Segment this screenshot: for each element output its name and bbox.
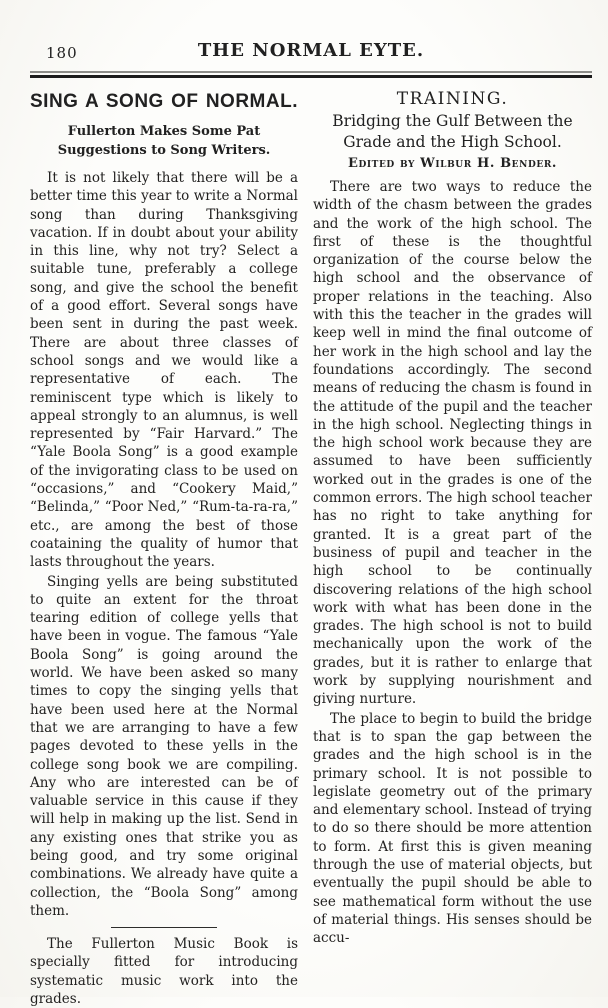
article-headline: SING A SONG OF NORMAL.	[30, 91, 298, 112]
training-byline: Edited by Wilbur H. Bender.	[347, 156, 558, 171]
article-paragraph: It is not likely that there will be a better time this year to write a Normal song than during Thanksgiving vacation. If in doubt about your ability in this line, why not try? Select a suitable tune, preferably a college song, and give the school the benefit of a good effort. Several songs have been sent in during the past week. There are about three classes of school songs and we would like a representative of each. The reminiscent type which is likely to appeal strongly to an alumnus, is well represented by “Fair Harvard.” The “Yale Boola Song” is a good example of the invigorating class to be used on “occasions,” and “Cookery Maid,” “Belinda,” “Poor Ned,” “Rum-ta-ra-ra,” etc., are among the best of those coataining the quality of humor that lasts throughout the years.	[30, 170, 298, 571]
article-paragraph: Singing yells are being substituted to quite an extent for the throat tearing edition of college yells that have been in vogue. The famous “Yale Boola Song” is going around the world. We have been asked so many times to copy the singing yells that have been used here at the Normal that we are arranging to have a few pages devoted to these yells in the college song book we are compiling. Any who are interested can be of valuable service in this cause if they will help in making up the list. Send in any existing ones that strike you as being good, and try some original combinations. We already have quite a collection, the “Boola Song” among them.	[30, 573, 298, 919]
article-paragraph: The place to begin to build the bridge that is to span the gap between the grades and the high school is in the primary school. It is not possible to legislate geometry out of the primary and elementary school. Instead of trying to do so there should be more attention to form. At first this is given meaning through the use of material objects, but eventually the pupil should be able to see mathematical form without the use of material things. His senses should be accu-	[313, 710, 592, 947]
masthead-title: THE NORMAL EYTE.	[197, 40, 425, 61]
header-rule	[30, 71, 592, 78]
article-paragraph: The Fullerton Music Book is specially fitted for introducing systematic music work into the grades.	[30, 936, 298, 1008]
article-subtitle: Fullerton Makes Some Pat Suggestions to Song Writers.	[57, 124, 271, 158]
training-headline: TRAINING.	[396, 89, 509, 109]
article-training	[313, 87, 592, 1008]
article-sing-a-song	[30, 87, 298, 1008]
page-header	[30, 40, 592, 66]
article-columns	[30, 87, 592, 1008]
section-divider	[111, 927, 217, 928]
page-number: 180	[46, 44, 78, 62]
training-subtitle: Bridging the Gulf Between the Grade and the High School.	[332, 112, 573, 151]
article-paragraph: There are two ways to reduce the width of the chasm between the grades and the work of the high school. The first of these is the thoughtful organization of the course below the high school and the observance of proper relations in the teaching. Also with this the teacher in the grades will keep well in mind the final outcome of her work in the high school and lay the foundations accordingly. The second means of reducing the chasm is found in the attitude of the pupil and the teacher in the high school. Neglecting things in the high school work because they are assumed to have been sufficiently worked out in the grades is one of the common errors. The high school teacher has no right to take anything for granted. It is a great part of the business of pupil and teacher in the high school to be continually discovering relations of the high school work with what has been done in the grades. The high school is not to build mechanically upon the work of the grades, but it is rather to enlarge that work by supplying nourishment and giving nurture.	[313, 179, 592, 708]
